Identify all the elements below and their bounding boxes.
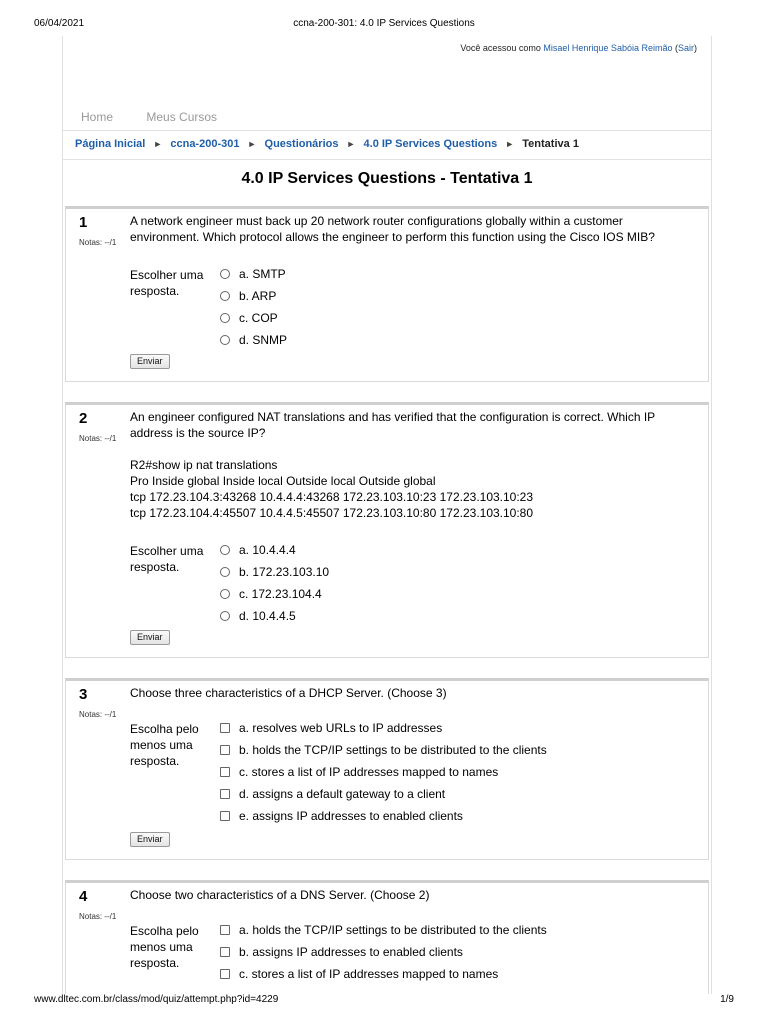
option-label: b. holds the TCP/IP settings to be distributed to the clients [239, 743, 547, 757]
option-label: c. 172.23.104.4 [239, 587, 322, 601]
question-text: A network engineer must back up 20 network router configurations globally within a customer environment. Which protocol allows the engineer to perform this function using the Cisco IOS MIB? [130, 214, 655, 244]
question-grade: Notas: --/1 [79, 710, 117, 719]
answer-option[interactable] [220, 263, 287, 285]
answer-options [220, 539, 329, 627]
checkbox-icon[interactable] [220, 925, 230, 935]
answer-options [220, 717, 547, 827]
radio-icon[interactable] [220, 545, 230, 555]
top-nav [81, 110, 247, 124]
option-label: b. 172.23.103.10 [239, 565, 330, 579]
breadcrumb-separator-icon: ► [505, 139, 515, 149]
question-statement: An engineer configured NAT translations and has verified that the configuration is correct. Which IP address is the source IP? [130, 410, 655, 440]
option-label: a. 10.4.4.4 [239, 543, 296, 557]
answer-options [220, 263, 287, 351]
answer-option[interactable] [220, 583, 329, 605]
answer-prompt: Escolher uma resposta. [130, 544, 204, 574]
radio-icon[interactable] [220, 335, 230, 345]
option-label: b. assigns IP addresses to enabled clients [239, 945, 463, 959]
radio-icon[interactable] [220, 313, 230, 323]
breadcrumb-home[interactable]: Página Inicial [75, 138, 146, 150]
answer-option[interactable] [220, 717, 547, 739]
answer-prompt: Escolher uma resposta. [130, 268, 204, 298]
breadcrumb [75, 138, 579, 150]
answer-option[interactable] [220, 783, 547, 805]
breadcrumb-course[interactable]: ccna-200-301 [170, 138, 240, 150]
question-3 [65, 678, 709, 860]
submit-button[interactable]: Enviar [130, 354, 170, 369]
option-label: b. ARP [239, 289, 277, 303]
question-grade: Notas: --/1 [79, 238, 117, 247]
radio-icon[interactable] [220, 269, 230, 279]
radio-icon[interactable] [220, 611, 230, 621]
breadcrumb-separator-icon: ► [247, 139, 257, 149]
option-label: c. stores a list of IP addresses mapped to names [239, 967, 499, 981]
answer-option[interactable] [220, 739, 547, 761]
answer-option[interactable] [220, 539, 329, 561]
question-grade: Notas: --/1 [79, 912, 117, 921]
answer-prompt: Escolha pelo menos uma resposta. [130, 722, 199, 768]
print-page-number: 1/9 [720, 994, 734, 1005]
breadcrumb-separator-icon: ► [153, 139, 163, 149]
question-1 [65, 206, 709, 382]
page-title: 4.0 IP Services Questions - Tentativa 1 [241, 170, 533, 187]
answer-option[interactable] [220, 761, 547, 783]
checkbox-icon[interactable] [220, 723, 230, 733]
submit-button[interactable]: Enviar [130, 630, 170, 645]
radio-icon[interactable] [220, 567, 230, 577]
breadcrumb-current: Tentativa 1 [522, 138, 579, 150]
code-line: tcp 172.23.104.4:45507 10.4.4.5:45507 172.23.103.10:80 172.23.103.10:80 [130, 506, 534, 520]
user-link[interactable]: Misael Henrique Sabóia Reimão [543, 43, 673, 53]
submit-button[interactable]: Enviar [130, 832, 170, 847]
question-2 [65, 402, 709, 658]
print-url: www.dltec.com.br/class/mod/quiz/attempt.php?id=4229 [34, 994, 279, 1005]
code-line: tcp 172.23.104.3:43268 10.4.4.4:43268 172.23.103.10:23 172.23.103.10:23 [130, 490, 534, 504]
answer-prompt: Escolha pelo menos uma resposta. [130, 924, 199, 970]
print-title: ccna-200-301: 4.0 IP Services Questions [293, 18, 475, 29]
answer-option[interactable] [220, 963, 547, 985]
option-label: d. 10.4.4.5 [239, 609, 296, 623]
question-text: Choose two characteristics of a DNS Server. (Choose 2) [130, 888, 430, 902]
question-text: Choose three characteristics of a DHCP Server. (Choose 3) [130, 686, 447, 700]
login-prefix: Você acessou como [460, 43, 541, 53]
option-label: d. assigns a default gateway to a client [239, 787, 446, 801]
answer-option[interactable] [220, 307, 287, 329]
option-label: c. stores a list of IP addresses mapped to names [239, 765, 499, 779]
option-label: c. COP [239, 311, 278, 325]
question-number: 2 [79, 410, 88, 427]
question-number: 3 [79, 686, 88, 703]
answer-option[interactable] [220, 941, 547, 963]
code-line: Pro Inside global Inside local Outside local Outside global [130, 474, 436, 488]
checkbox-icon[interactable] [220, 745, 230, 755]
quiz-page [62, 36, 712, 994]
breadcrumb-quizzes[interactable]: Questionários [264, 138, 339, 150]
answer-option[interactable] [220, 919, 547, 941]
checkbox-icon[interactable] [220, 789, 230, 799]
option-label: e. assigns IP addresses to enabled clients [239, 809, 463, 823]
checkbox-icon[interactable] [220, 969, 230, 979]
answer-options [220, 919, 547, 985]
answer-option[interactable] [220, 805, 547, 827]
answer-option[interactable] [220, 561, 329, 583]
option-label: d. SNMP [239, 333, 288, 347]
question-grade: Notas: --/1 [79, 434, 117, 443]
logout-link[interactable]: Sair [677, 43, 694, 53]
print-date: 06/04/2021 [34, 18, 85, 29]
checkbox-icon[interactable] [220, 767, 230, 777]
answer-option[interactable] [220, 329, 287, 351]
print-header [0, 0, 768, 36]
breadcrumb-bar [63, 130, 711, 160]
breadcrumb-separator-icon: ► [346, 139, 356, 149]
radio-icon[interactable] [220, 589, 230, 599]
option-label: a. SMTP [239, 267, 286, 281]
answer-option[interactable] [220, 605, 329, 627]
nav-my-courses[interactable]: Meus Cursos [146, 110, 218, 124]
breadcrumb-quiz[interactable]: 4.0 IP Services Questions [363, 138, 498, 150]
nav-home[interactable]: Home [81, 110, 114, 124]
radio-icon[interactable] [220, 291, 230, 301]
question-number: 1 [79, 214, 88, 231]
question-4 [65, 880, 709, 994]
login-info: Você acessou como Misael Henrique Sabóia Reimão (Sair) [460, 43, 697, 53]
option-label: a. resolves web URLs to IP addresses [239, 721, 443, 735]
question-number: 4 [79, 888, 88, 905]
code-line: R2#show ip nat translations [130, 458, 278, 472]
question-text [130, 409, 690, 521]
option-label: a. holds the TCP/IP settings to be distributed to the clients [239, 923, 547, 937]
checkbox-icon[interactable] [220, 811, 230, 821]
checkbox-icon[interactable] [220, 947, 230, 957]
answer-option[interactable] [220, 285, 287, 307]
